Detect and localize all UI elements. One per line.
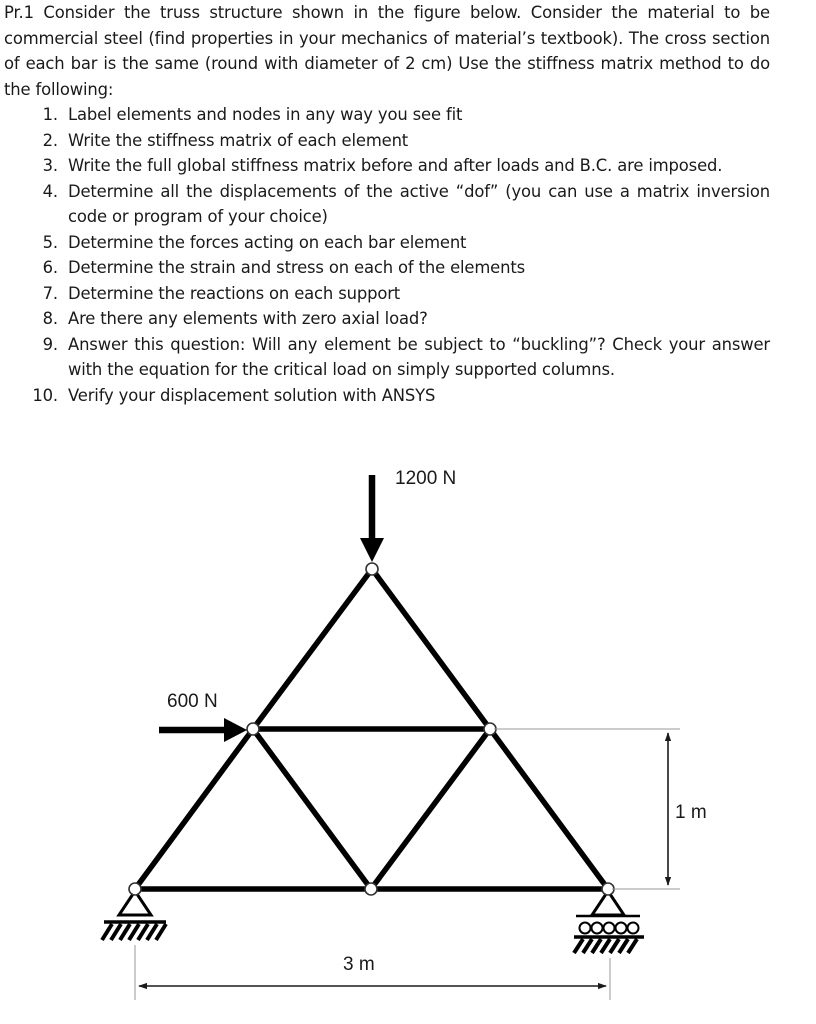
node-apex	[366, 563, 378, 575]
task-text: Write the stiffness matrix of each element	[68, 130, 409, 150]
member-inner-right	[371, 729, 490, 889]
task-text: Determine all the displacements of the active “dof” (you can use a matrix inversion code or program of your choice)	[68, 181, 770, 226]
task-number: 3.	[42, 156, 58, 175]
task-text: Determine the reactions on each support	[68, 283, 401, 303]
load-arrow-vertical	[360, 475, 384, 562]
task-number: 9.	[42, 334, 58, 354]
load-label-vertical: 1200 N	[395, 468, 457, 489]
task-text: Are there any elements with zero axial load?	[68, 309, 428, 328]
task-text: Answer this question: Will any element be subject to “buckling”? Check your answer with the equation for the critical load on simply supported columns.	[68, 334, 770, 379]
member-inner-left	[253, 729, 371, 889]
node-left-support	[129, 883, 141, 895]
task-number: 7.	[42, 283, 58, 303]
task-text: Determine the strain and stress on each of the elements	[68, 258, 526, 277]
member-left-lower	[135, 729, 253, 889]
roller	[616, 923, 627, 934]
task-number: 5.	[42, 232, 58, 252]
task-number: 6.	[42, 258, 58, 277]
task-text: Determine the forces acting on each bar element	[68, 232, 467, 252]
task-number: 10.	[32, 385, 58, 405]
task-number: 1.	[42, 105, 58, 124]
member-left-upper	[253, 569, 372, 729]
load-arrow-horizontal	[159, 718, 247, 742]
member-right-upper	[372, 569, 490, 729]
roller	[604, 923, 615, 934]
node-bottom-middle	[365, 883, 377, 895]
roller	[580, 923, 591, 934]
member-right-lower	[490, 729, 608, 889]
dimension-label-width: 3 m	[343, 954, 375, 975]
roller	[592, 923, 603, 934]
roller-support-right	[574, 891, 644, 953]
load-label-horizontal: 600 N	[167, 691, 218, 712]
task-number: 2.	[42, 130, 58, 150]
task-text: Label elements and nodes in any way you see fit	[68, 105, 463, 124]
problem-intro: Pr.1 Consider the truss structure shown in the figure below. Consider the material to be commercial steel (find properties in your mechanics of material’s textbook). The cross section of each bar is the same (round with diameter of 2 cm) Use the stiffness matrix method to do the following:	[4, 3, 770, 99]
task-text: Verify your displacement solution with ANSYS	[68, 385, 436, 405]
task-number: 8.	[42, 309, 58, 328]
task-number: 4.	[42, 181, 58, 201]
roller	[628, 923, 639, 934]
task-text: Write the full global stiffness matrix before and after loads and B.C. are imposed.	[68, 156, 723, 175]
dimension-label-height: 1 m	[675, 802, 707, 823]
node-middle-left	[247, 723, 259, 735]
pin-support-left	[102, 891, 166, 940]
